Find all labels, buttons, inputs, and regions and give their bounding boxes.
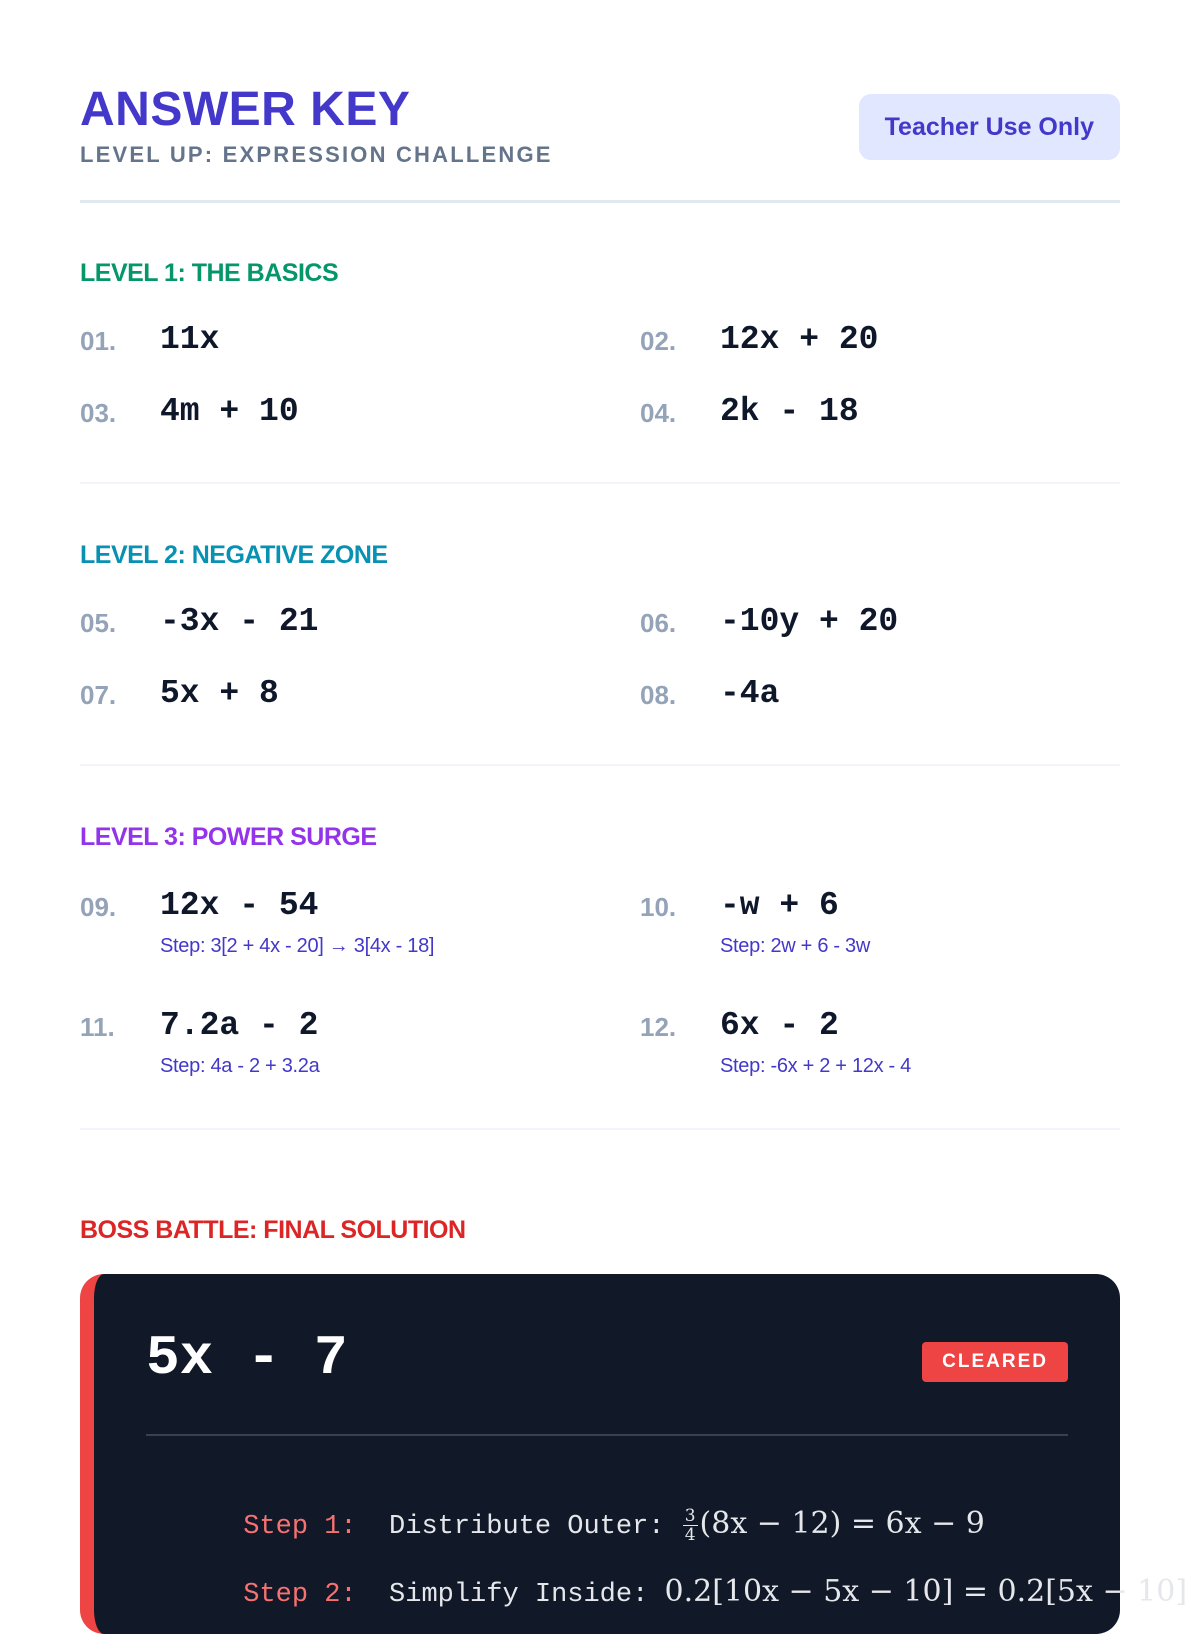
step-expression: (8x − 12) = 6x − 9 xyxy=(699,1506,985,1541)
page-subtitle: LEVEL UP: EXPRESSION CHALLENGE xyxy=(80,142,553,167)
boss-battle-title: BOSS BATTLE: FINAL SOLUTION xyxy=(80,1216,466,1244)
answer-expression: 12x + 20 xyxy=(720,321,879,358)
step-label: Step 2: xyxy=(243,1580,357,1610)
step-text: Distribute Outer: xyxy=(389,1512,665,1542)
section-divider xyxy=(80,764,1120,766)
boss-answer: 5x - 7 xyxy=(146,1326,348,1390)
answer-expression: -3x - 21 xyxy=(160,603,319,640)
question-number: 04. xyxy=(640,398,677,428)
teacher-badge: Teacher Use Only xyxy=(859,94,1120,160)
answer-step: Step: 3[2 + 4x - 20] → 3[4x - 18] xyxy=(160,935,435,957)
level-3-title: LEVEL 3: POWER SURGE xyxy=(80,823,377,851)
question-number: 07. xyxy=(80,680,117,710)
answer-step: Step: 2w + 6 - 3w xyxy=(720,935,870,957)
boss-solution-card xyxy=(80,1274,1188,1634)
boss-divider xyxy=(146,1434,1068,1436)
question-number: 01. xyxy=(80,326,117,356)
question-number: 06. xyxy=(640,608,677,638)
answer-step: Step: -6x + 2 + 12x - 4 xyxy=(720,1055,911,1077)
fraction-denominator: 4 xyxy=(684,1524,696,1545)
answer-expression: 4m + 10 xyxy=(160,393,299,430)
header xyxy=(80,82,1120,202)
answer-expression: 7.2a - 2 xyxy=(160,1007,319,1044)
level-1-title: LEVEL 1: THE BASICS xyxy=(80,259,339,287)
cleared-badge: CLEARED xyxy=(922,1342,1068,1382)
step-label: Step 1: xyxy=(243,1512,357,1542)
answer-expression: 11x xyxy=(160,321,220,358)
page-title: ANSWER KEY xyxy=(80,83,411,136)
step-expression: 0.2[10x − 5x − 10] = 0.2[5x − 10] xyxy=(664,1574,1188,1609)
answer-expression: 6x - 2 xyxy=(720,1007,839,1044)
fraction-numerator: 3 xyxy=(684,1505,696,1526)
answer-expression: 2k - 18 xyxy=(720,393,859,430)
step-math xyxy=(681,1505,985,1545)
answer-step: Step: 4a - 2 + 3.2a xyxy=(160,1055,320,1077)
level-2-title: LEVEL 2: NEGATIVE ZONE xyxy=(80,541,388,569)
question-number: 05. xyxy=(80,608,117,638)
answer-expression: 12x - 54 xyxy=(160,887,319,924)
answer-key-page xyxy=(80,0,1188,1610)
question-number: 09. xyxy=(80,892,117,922)
answer-expression: -10y + 20 xyxy=(720,603,899,640)
header-divider xyxy=(80,200,1120,203)
section-divider xyxy=(80,482,1120,484)
answer-expression: -w + 6 xyxy=(720,887,839,924)
question-number: 10. xyxy=(640,892,677,922)
step-text: Simplify Inside: xyxy=(389,1580,649,1610)
question-number: 11. xyxy=(80,1012,115,1042)
question-number: 08. xyxy=(640,680,677,710)
question-number: 12. xyxy=(640,1012,677,1042)
answer-expression: 5x + 8 xyxy=(160,675,279,712)
boss-step-2 xyxy=(146,1538,1187,1649)
question-number: 02. xyxy=(640,326,677,356)
section-divider xyxy=(80,1128,1120,1130)
question-number: 03. xyxy=(80,398,117,428)
answer-expression: -4a xyxy=(720,675,780,712)
